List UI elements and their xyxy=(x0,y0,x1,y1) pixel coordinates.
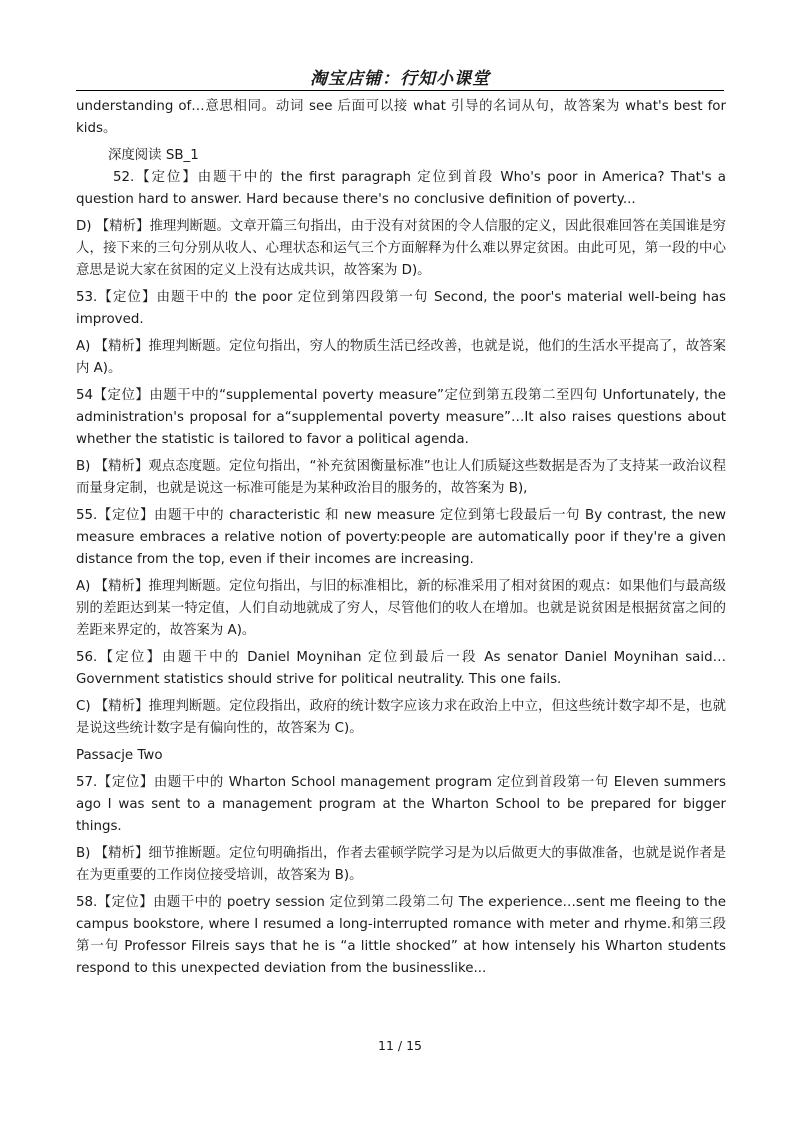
paragraph-q55-location: 55.【定位】由题干中的 characteristic 和 new measure 定位到第七段最后一句 By contrast, the new measure embraces a relative notion of poverty:people are automatically poor if they're a given distance from the top, even if their incomes are increasing. xyxy=(76,508,726,567)
paragraph-q52-location: 52.【定位】由题干中的 the first paragraph 定位到首段 Who's poor in America? That's a question hard to answer. Hard because there's no conclusive definition of poverty... xyxy=(76,170,726,207)
paragraph-q56-analysis: C) 【精析】推理判断题。定位段指出，政府的统计数字应该力求在政治上中立，但这些统计数字却不是，也就是说这些统计数字是有偏向性的，故答案为 C)。 xyxy=(76,699,726,736)
page-header-title: 淘宝店铺：行知小课堂 xyxy=(310,69,490,89)
paragraph-q52-analysis: D) 【精析】推理判断题。文章开篇三句指出，由于没有对贫困的令人信服的定义，因此很难回答在美国谁是穷人，接下来的三句分别从收人、心理状态和运气三个方面解释为什么难以界定贫困。由此可见，第一段的中心意思是说大家在贫困的定义上没有达成共识，故答案为 D)。 xyxy=(76,219,726,278)
paragraph-q55-analysis: A) 【精析】推理判断题。定位句指出，与旧的标准相比，新的标准采用了相对贫困的观点：如果他们与最高级别的差距达到某一特定值，人们自动地就成了穷人，尽管他们的收人在增加。也就是说贫困是根据贫富之间的差距来界定的，故答案为 A)。 xyxy=(76,579,726,638)
paragraph-q54-location: 54【定位】由题干中的“supplemental poverty measure”定位到第五段第二至四句 Unfortunately, the administration's proposal for a“supplemental poverty measure”…It also raises questions about whether the statistic is tailored to favor a political agenda. xyxy=(76,388,726,447)
header-rule xyxy=(76,90,724,91)
paragraph-q54-analysis: B) 【精析】观点态度题。定位句指出，“补充贫困衡量标准”也让人们质疑这些数据是否为了支持某一政治议程而量身定制，也就是说这一标准可能是为某种政治目的服务的，故答案为 B), xyxy=(76,459,726,496)
section-heading-sb1: 深度阅读 SB_1 xyxy=(108,148,199,163)
paragraph-q53-location: 53.【定位】由题干中的 the poor 定位到第四段第一句 Second, the poor's material well-being has improved. xyxy=(76,290,726,327)
page-number: 11 / 15 xyxy=(378,1038,422,1053)
page-content xyxy=(76,96,726,985)
paragraph-q57-location: 57.【定位】由题干中的 Wharton School management program 定位到首段第一句 Eleven summers ago I was sent to a management program at the Wharton School to be prepared for bigger things. xyxy=(76,775,726,834)
paragraph-q56-location: 56.【定位】由题干中的 Daniel Moynihan 定位到最后一段 As senator Daniel Moynihan said…Government statistics should strive for political neutrality. This one fails. xyxy=(76,650,726,687)
paragraph-q58-location: 58.【定位】由题干中的 poetry session 定位到第二段第二句 The experience…sent me fleeing to the campus bookstore, where I resumed a long-interrupted romance with meter and rhyme.和第三段第一句 Professor Filreis says that he is “a little shocked” at how intensely his Wharton students respond to this unexpected deviation from the businesslike... xyxy=(76,895,726,976)
paragraph-answer-continuation: understanding of…意思相同。动词 see 后面可以接 what 引导的名词从句，故答案为 what's best for kids。 xyxy=(76,99,726,136)
paragraph-q53-analysis: A) 【精析】推理判断题。定位句指出，穷人的物质生活已经改善，也就是说，他们的生活水平提高了，故答案内 A)。 xyxy=(76,339,726,376)
section-heading-passage-two: Passacje Two xyxy=(76,748,163,763)
paragraph-q57-analysis: B) 【精析】细节推断题。定位句明确指出，作者去霍顿学院学习是为以后做更大的事做准备，也就是说作者是在为更重要的工作岗位接受培训，故答案为 B)。 xyxy=(76,846,726,883)
